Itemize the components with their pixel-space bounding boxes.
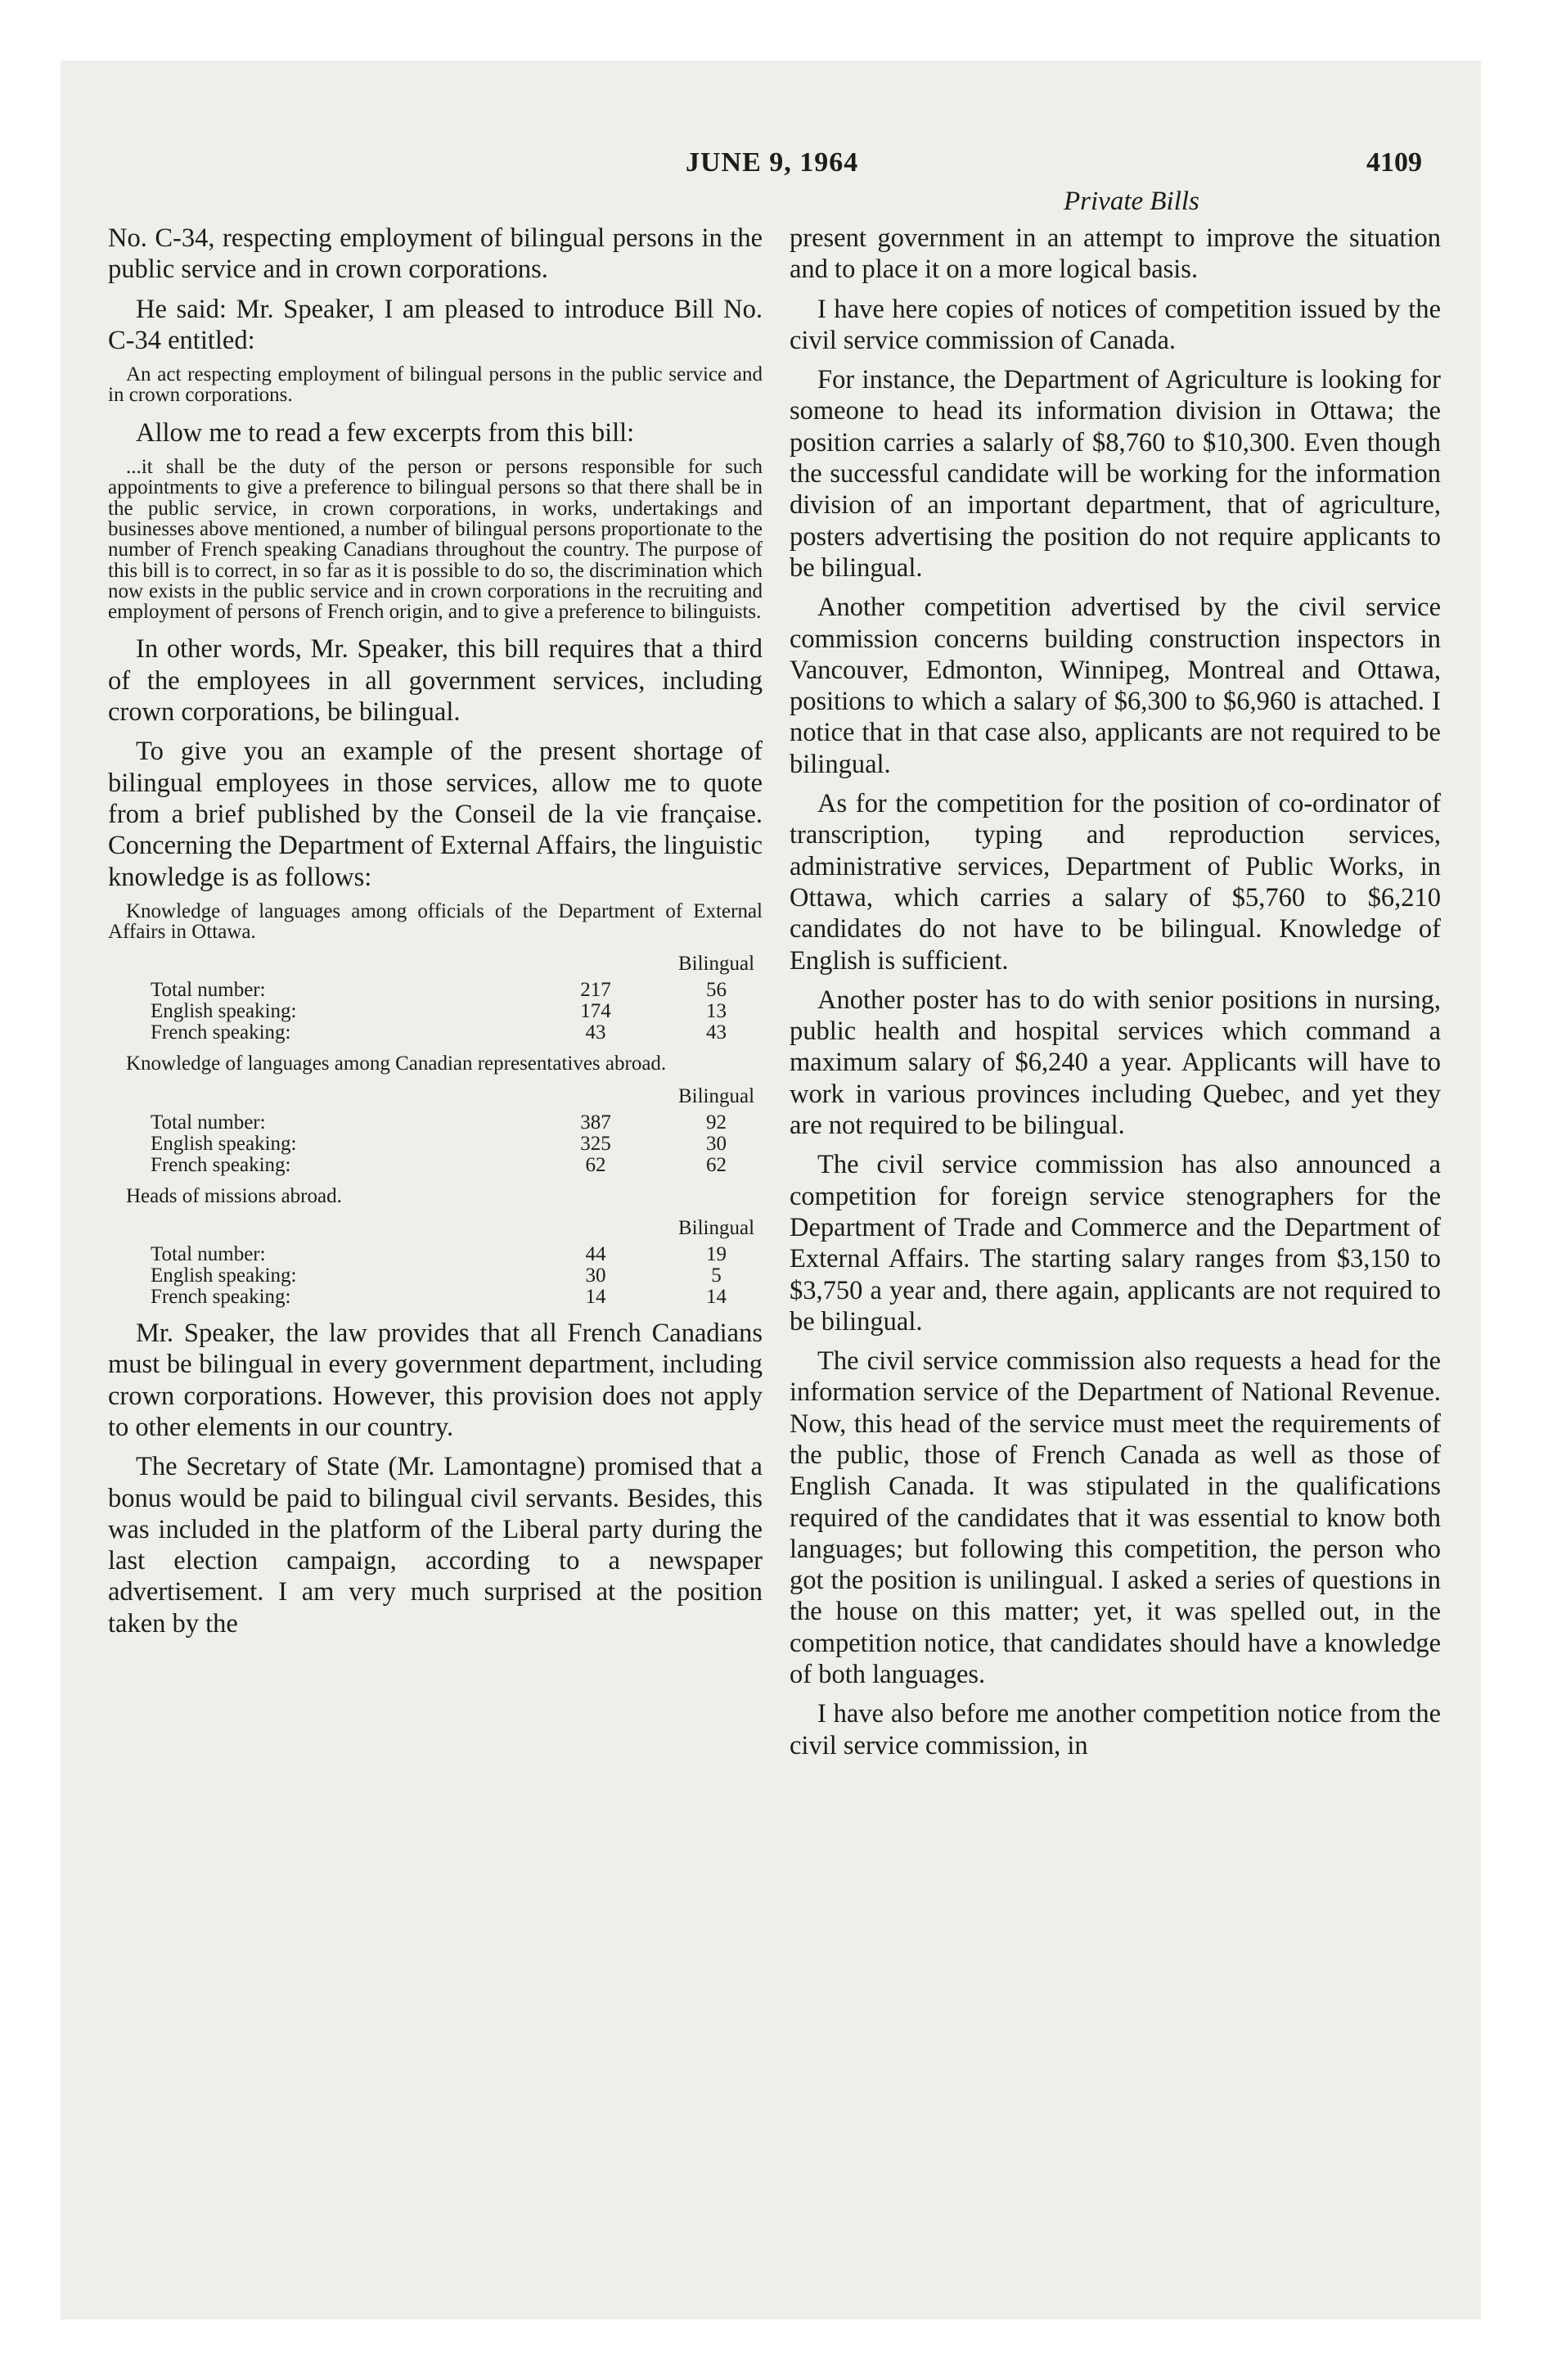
paragraph: I have also before me another competition notice from the civil service commission, in (790, 1699, 1441, 1760)
table-row (151, 1265, 776, 1287)
paragraph: present government in an attempt to improve the situation and to place it on a more logical basis. (790, 223, 1441, 285)
total-value: 217 (580, 979, 611, 1002)
row-label: French speaking: (151, 1153, 291, 1176)
table-row (151, 1022, 776, 1044)
row-label: English speaking: (151, 1264, 297, 1287)
bilingual-value: 14 (706, 1286, 727, 1309)
bilingual-value: 30 (706, 1132, 727, 1155)
bilingual-value: 56 (706, 979, 727, 1002)
table-caption: Heads of missions abroad. (126, 1184, 342, 1207)
total-value: 387 (580, 1111, 611, 1134)
total-value: 44 (585, 1243, 606, 1266)
paragraph: For instance, the Department of Agriculture is looking for someone to head its information division in Ottawa; the position carries a salarly of $8,760 to $10,300. Even though the successful candidate will be working for the information division of an important department, that of agriculture, posters advertising the position do not require applicants to be bilingual. (790, 365, 1441, 583)
table-row (151, 1287, 776, 1308)
right-column (790, 223, 1441, 1769)
block-quote: An act respecting employment of bilingual persons in the public service and in crown corporations. (108, 363, 763, 407)
left-column (108, 223, 763, 1648)
paragraph: I have here copies of notices of competition issued by the civil service commission of Canada. (790, 294, 1441, 355)
page-number: 4109 (1366, 147, 1422, 178)
row-label: French speaking: (151, 1286, 291, 1309)
bilingual-value: 5 (711, 1264, 722, 1287)
bilingual-value: 43 (706, 1021, 727, 1044)
paragraph: No. C-34, respecting employment of bilingual persons in the public service and in crown corporations. (108, 223, 763, 285)
row-label: English speaking: (151, 1000, 297, 1023)
table-row (151, 1134, 776, 1155)
bilingual-value: 13 (706, 1000, 727, 1023)
table-caption: Knowledge of languages among officials of the Department of External Affairs in Ottawa. (108, 899, 763, 944)
total-value: 62 (585, 1153, 606, 1176)
bilingual-value: 62 (706, 1153, 727, 1176)
table-row (151, 1001, 776, 1022)
table-row (151, 1112, 776, 1134)
paragraph: To give you an example of the present shortage of bilingual employees in those services, allow me to quote from a brief published by the Conseil de la vie française. Concerning the Department of External Affairs, the linguistic knowledge is as follows: (108, 737, 763, 892)
bilingual-value: 92 (706, 1111, 727, 1134)
paragraph: As for the competition for the position of co-ordinator of transcription, typing and reproduction services, administrative services, Department of Public Works, in Ottawa, which carries a salary of $5,760 to $6,210 candidates do not have to be bilingual. Knowledge of English is sufficient. (790, 789, 1441, 976)
table-row (151, 980, 776, 1001)
paragraph: In other words, Mr. Speaker, this bill requires that a third of the employees in all government services, including crown corporations, be bilingual. (108, 634, 763, 728)
paragraph: He said: Mr. Speaker, I am pleased to introduce Bill No. C-34 entitled: (108, 294, 763, 355)
paragraph: The civil service commission also requests a head for the information service of the Department of National Revenue. Now, this head of the service must meet the requirements of the public, those of French Canada as well as those of English Canada. It was stipulated in the qualifications required of the candidates that it was essential to know both languages; but following this competition, the person who got the position is unilingual. I asked a series of questions in the house on this matter; yet, it was spelled out, in the competition notice, that candidates should have a knowledge of both languages. (790, 1346, 1441, 1690)
bilingual-value: 19 (706, 1243, 727, 1266)
paragraph: The civil service commission has also announced a competition for foreign service stenographers for the Department of Trade and Commerce and the Department of External Affairs. The starting salary ranges from $3,150 to $3,750 a year and, there again, applicants are not required to be bilingual. (790, 1150, 1441, 1336)
statistics-table (151, 1086, 776, 1176)
section-title: Private Bills (1064, 187, 1199, 216)
total-value: 14 (585, 1286, 606, 1309)
statistics-table (151, 1218, 776, 1308)
header-date: JUNE 9, 1964 (686, 147, 859, 178)
row-label: French speaking: (151, 1021, 291, 1044)
table-row (151, 1244, 776, 1265)
total-value: 30 (585, 1264, 606, 1287)
total-value: 43 (585, 1021, 606, 1044)
statistics-table (151, 953, 776, 1044)
column-header: Bilingual (677, 1084, 755, 1107)
total-value: 174 (580, 1000, 611, 1023)
table-row (151, 1155, 776, 1176)
total-value: 325 (580, 1132, 611, 1155)
column-header: Bilingual (677, 1217, 755, 1240)
block-quote: ...it shall be the duty of the person or persons responsible for such appointments to give a preference to bilingual persons so that there shall be in the public service, in crown corporations, in works, undertakings and businesses above mentioned, a number of bilingual persons proportionate to the number of French speaking Canadians throughout the country. The purpose of this bill is to correct, in so far as it is possible to do so, the discrimination which now exists in the public service and in crown corporations in the recruiting and employment of persons of French origin, and to give a preference to bilinguists. (108, 456, 763, 624)
column-header: Bilingual (677, 953, 755, 976)
table-caption: Knowledge of languages among Canadian representatives abroad. (126, 1053, 667, 1075)
row-label: Total number: (151, 979, 266, 1002)
paragraph: Another competition advertised by the civil service commission concerns building construction inspectors in Vancouver, Edmonton, Winnipeg, Montreal and Ottawa, positions to which a salary of $6,300 to $6,960 is attached. I notice that in that case also, applicants are not required to be bilingual. (790, 593, 1441, 779)
paragraph: Mr. Speaker, the law provides that all French Canadians must be bilingual in every government department, including crown corporations. However, this provision does not apply to other elements in our country. (108, 1318, 763, 1442)
row-label: Total number: (151, 1111, 266, 1134)
row-label: English speaking: (151, 1132, 297, 1155)
paragraph: Allow me to read a few excerpts from this bill: (136, 417, 635, 448)
paragraph: The Secretary of State (Mr. Lamontagne) promised that a bonus would be paid to bilingual civil servants. Besides, this was included in the platform of the Liberal party during the last election campaign, according to a newspaper advertisement. I am very much surprised at the position taken by the (108, 1452, 763, 1639)
row-label: Total number: (151, 1243, 266, 1266)
paragraph: Another poster has to do with senior positions in nursing, public health and hospital services which command a maximum salary of $6,240 a year. Applicants will have to work in various provinces including Quebec, and yet they are not required to be bilingual. (790, 985, 1441, 1141)
